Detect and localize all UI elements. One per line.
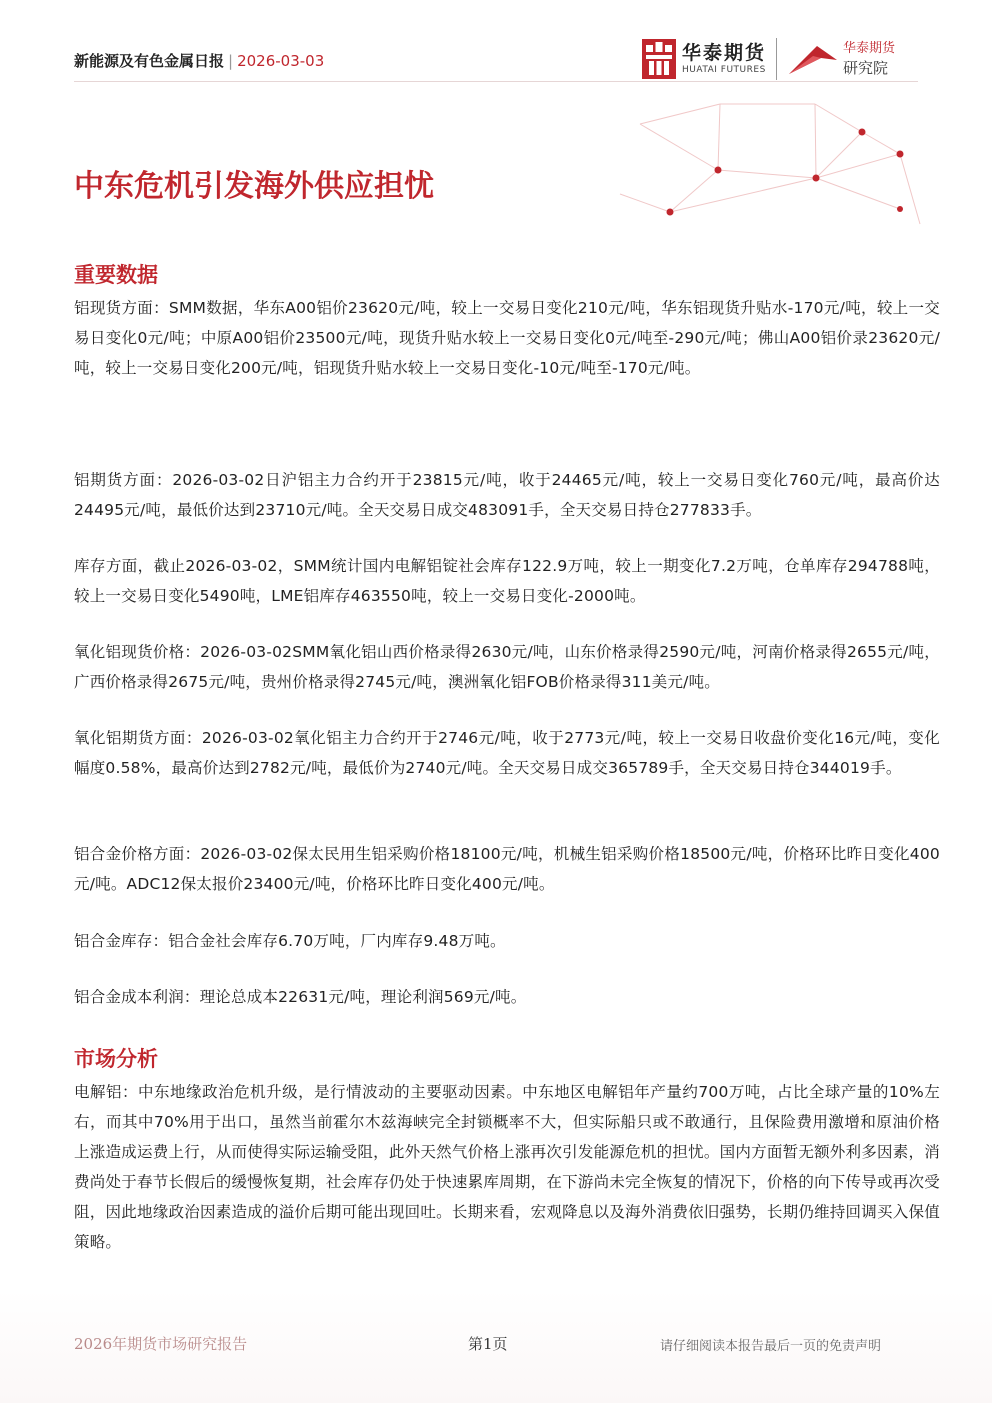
institute-bottom: 研究院: [843, 59, 889, 77]
paragraph-alloy-inventory: 铝合金库存：铝合金社会库存6.70万吨，厂内库存9.48万吨。: [74, 932, 506, 950]
logo-en: HUATAI FUTURES: [682, 65, 766, 75]
institute-text: [843, 40, 895, 78]
report-name: 新能源及有色金属日报: [74, 52, 225, 70]
logo-divider: [776, 38, 777, 80]
report-date: 2026-03-03: [237, 52, 325, 70]
paragraph-electrolytic-aluminum: 电解铝：中东地缘政治危机升级，是行情波动的主要驱动因素。中东地区电解铝年产量约700万吨，占比全球产量的10%左右，而其中70%用于出口，虽然当前霍尔木兹海峡完全封锁概率不大，但实际船只或不敢通行，且保险费用激增和原油价格上涨造成运费上行，从而使得实际运输受阻，此外天然气价格上涨再次引发能源危机的担忧。国内方面暂无额外利多因素，消费尚处于春节长假后的缓慢恢复期，社会库存仍处于快速累库周期，在下游尚未完全恢复的情况下，价格的向下传导或再次受阻，因此地缘政治因素造成的溢价后期可能出现回吐。长期来看，宏观降息以及海外消费依旧强势，长期仍维持回调买入保值策略。: [74, 1083, 940, 1251]
section-heading-market-analysis: 市场分析: [74, 1047, 158, 1071]
network-decoration-icon: [600, 84, 930, 234]
section-heading-key-data: 重要数据: [74, 263, 158, 287]
page-title: 中东危机引发海外供应担忧: [74, 169, 434, 204]
paragraph-aluminum-spot: 铝现货方面：SMM数据，华东A00铝价23620元/吨，较上一交易日变化210元/吨，华东铝现货升贴水-170元/吨，较上一交易日变化0元/吨；中原A00铝价23500元/吨，现货升贴水较上一交易日变化0元/吨至-290元/吨；佛山A00铝价录23620元/吨，较上一交易日变化200元/吨，铝现货升贴水较上一交易日变化-10元/吨至-170元/吨。: [74, 299, 940, 377]
huatai-logo-icon: [642, 39, 676, 79]
paragraph-inventory: 库存方面，截止2026-03-02，SMM统计国内电解铝锭社会库存122.9万吨，较上一期变化7.2万吨，仓单库存294788吨，较上一交易日变化5490吨，LME铝库存463550吨，较上一交易日变化-2000吨。: [74, 557, 940, 605]
paragraph-alumina-spot: 氧化铝现货价格：2026-03-02SMM氧化铝山西价格录得2630元/吨，山东价格录得2590元/吨，河南价格录得2655元/吨，广西价格录得2675元/吨，贵州价格录得2745元/吨，澳洲氧化铝FOB价格录得311美元/吨。: [74, 643, 940, 691]
logo-cn: 华泰期货: [682, 42, 767, 64]
page-number: 第1页: [468, 1335, 508, 1353]
paragraph-alloy-price: 铝合金价格方面：2026-03-02保太民用生铝采购价格18100元/吨，机械生铝采购价格18500元/吨，价格环比昨日变化400元/吨。ADC12保太报价23400元/吨，价格环比昨日变化400元/吨。: [74, 845, 940, 893]
institute-top: 华泰期货: [843, 41, 896, 56]
paragraph-aluminum-futures: 铝期货方面：2026-03-02日沪铝主力合约开于23815元/吨，收于24465元/吨，较上一交易日变化760元/吨，最高价达24495元/吨，最低价达到23710元/吨。全天交易日成交483091手，全天交易日持仓277833手。: [74, 471, 940, 519]
brand-logos: [642, 36, 895, 82]
report-header: [74, 50, 324, 71]
header-rule: [74, 81, 918, 82]
huatai-logo-text: [682, 42, 766, 76]
header-separator: |: [228, 52, 234, 70]
paragraph-alloy-cost-profit: 铝合金成本利润：理论总成本22631元/吨，理论利润569元/吨。: [74, 988, 527, 1006]
disclaimer-note: 请仔细阅读本报告最后一页的免责声明: [660, 1339, 882, 1354]
institute-logo-icon: [787, 40, 839, 78]
paragraph-alumina-futures: 氧化铝期货方面：2026-03-02氧化铝主力合约开于2746元/吨，收于2773元/吨，较上一交易日收盘价变化16元/吨，变化幅度0.58%，最高价达到2782元/吨，最低价为2740元/吨。全天交易日成交365789手，全天交易日持仓344019手。: [74, 729, 940, 777]
footer-report-series: 2026年期货市场研究报告: [74, 1335, 248, 1353]
